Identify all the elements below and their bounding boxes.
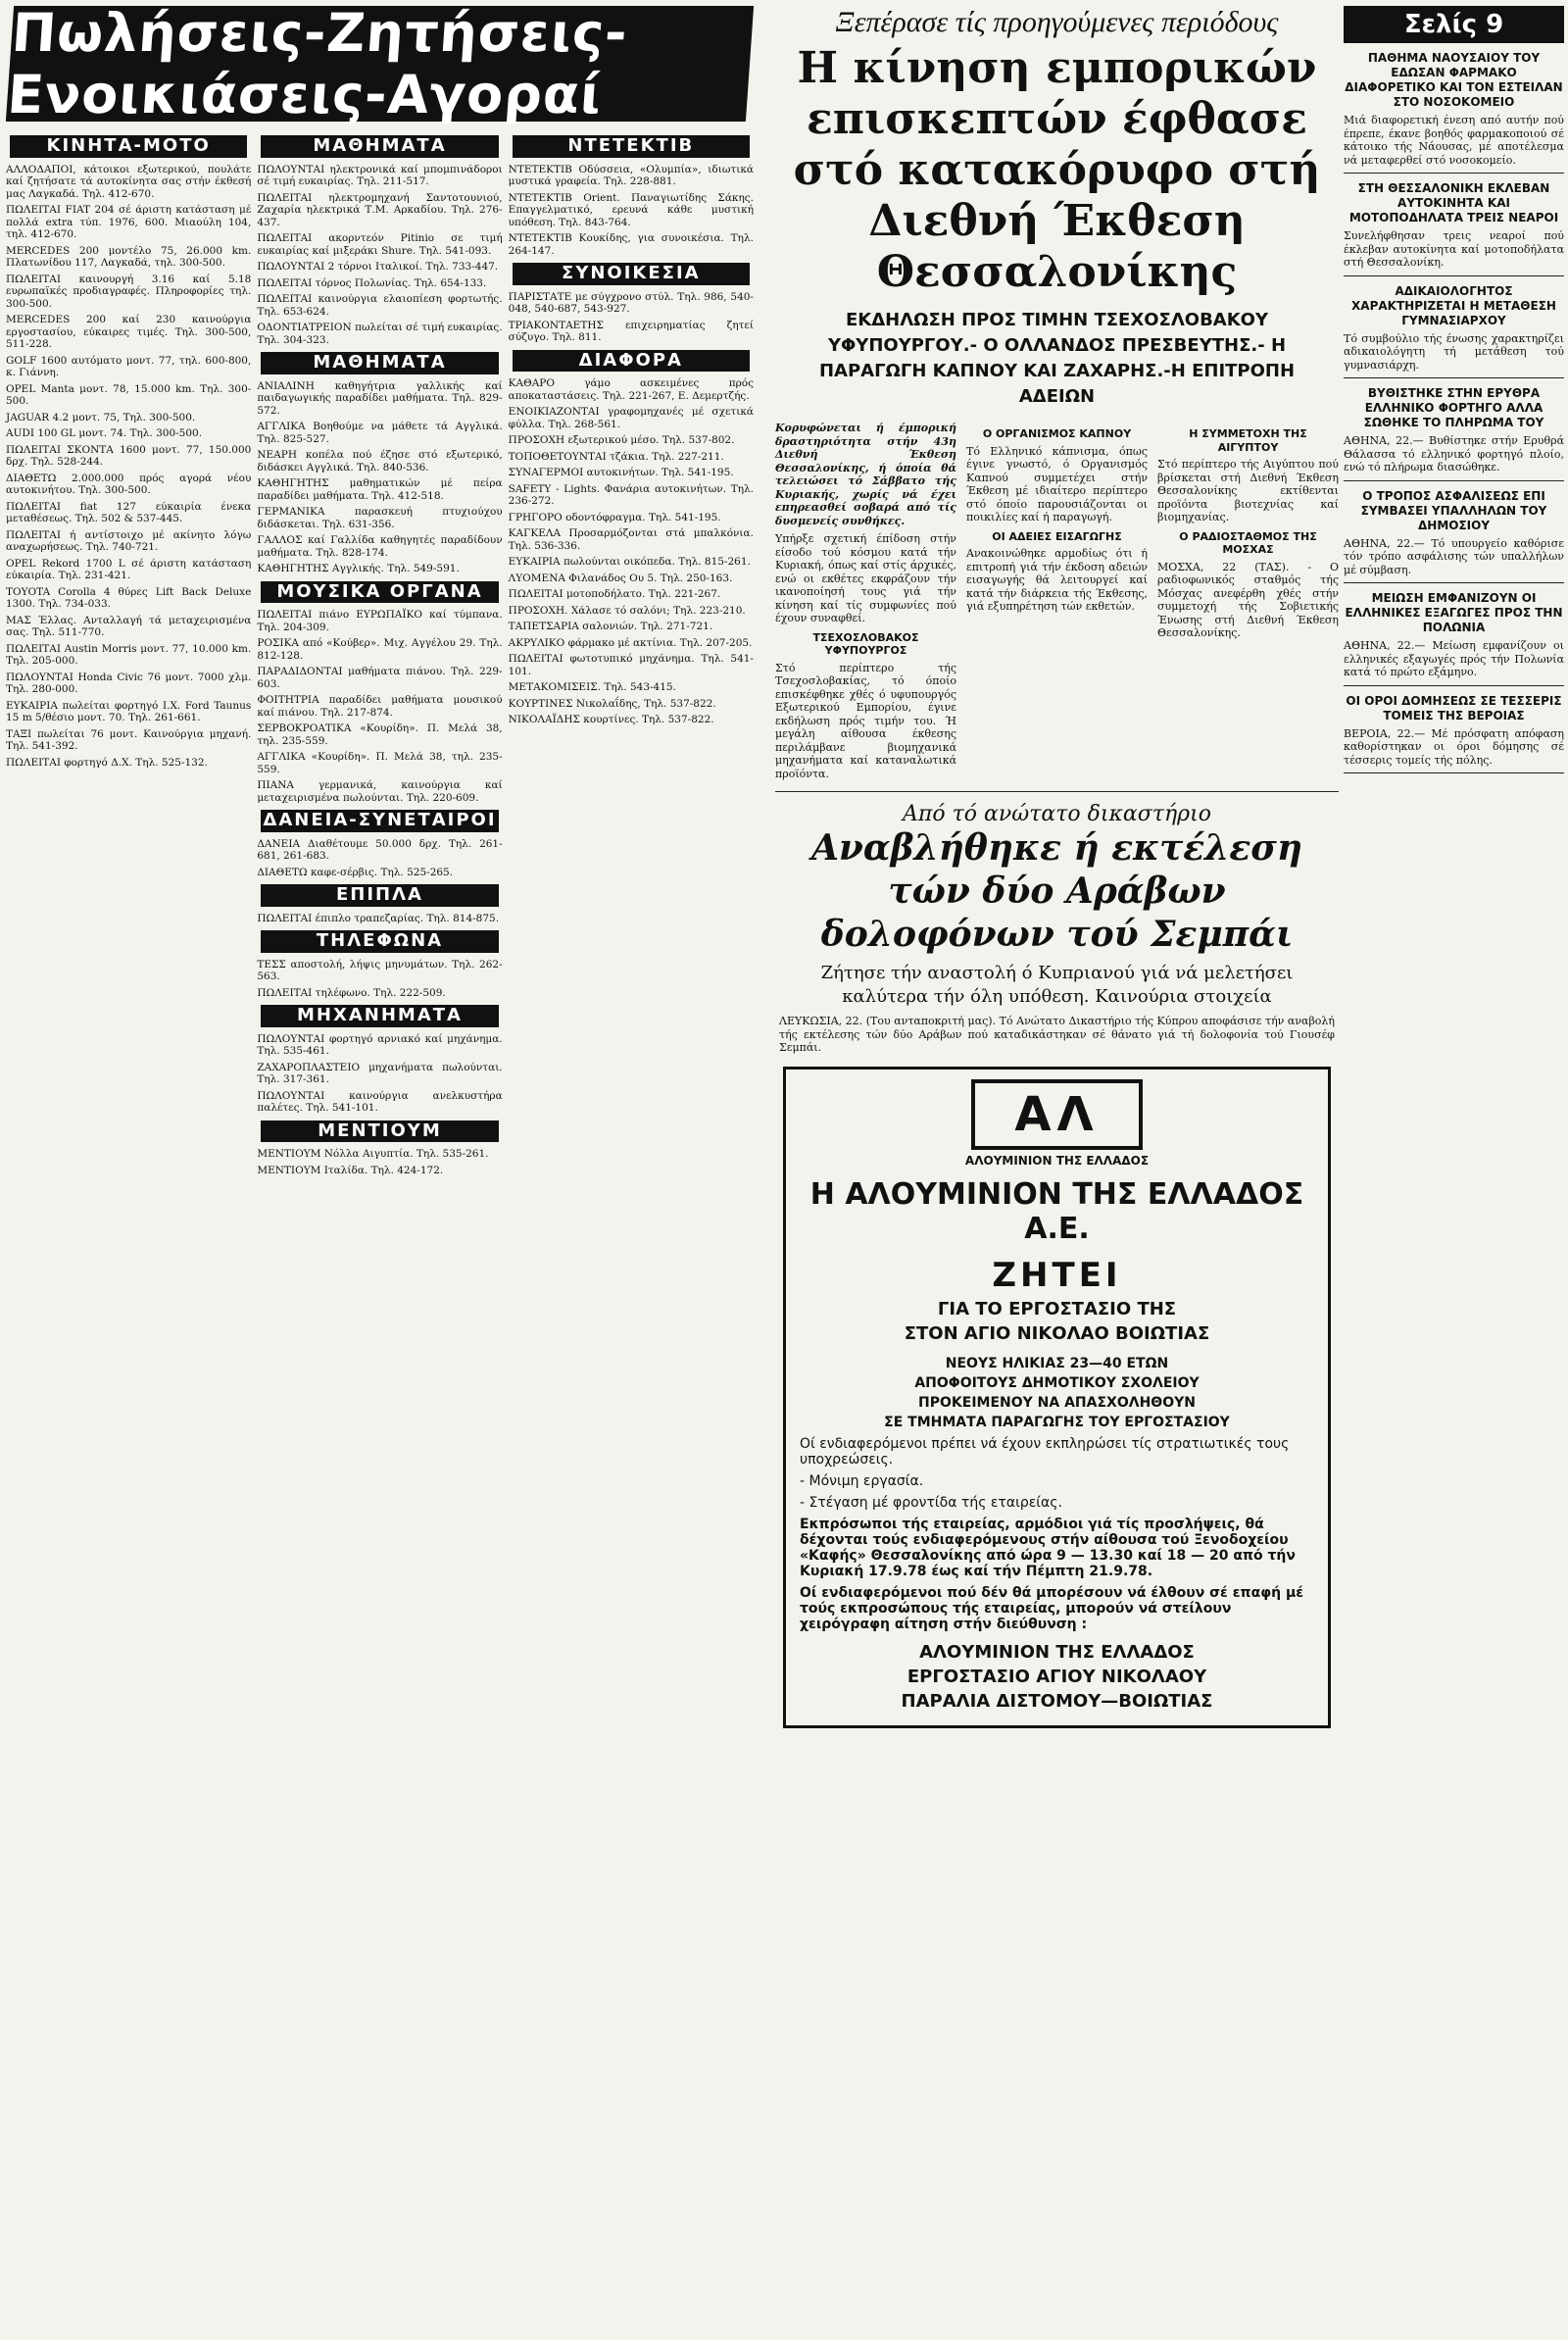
story-paragraph: Στό περίπτερο τής Αιγύπτου πού βρίσκεται στή Διεθνή Έκθεση Θεσσαλονίκης εκτίθενται προϊόντα βιοτεχνίας καί βιομηχανίας. (1157, 458, 1339, 523)
ad-column-2 (257, 129, 502, 1180)
divider (1344, 480, 1564, 481)
court-headline: Αναβλήθηκε ή εκτέλεση τών δύο Αράβων δολοφόνων τού Σεμπάι (810, 827, 1303, 955)
ad-text: Οί ενδιαφερόμενοι πρέπει νά έχουν εκπληρώσει τίς στρατιωτικές τους υποχρεώσεις. (800, 1435, 1290, 1468)
classified-ad: ΚΑΘΑΡΟ γάμο ασκειμένες πρός αποκαταστάσεις. Τηλ. 221-267, Ε. Δεμερτζής. (508, 377, 754, 402)
story-body (775, 422, 1339, 785)
divider (1344, 772, 1564, 773)
classified-ad: ΠΩΛΕΙΤΑΙ έπιπλο τραπεζαρίας. Τηλ. 814-875. (257, 912, 500, 924)
classified-ad: ΚΟΥΡΤΙΝΕΣ Νικολαΐδης, Τηλ. 537-822. (508, 697, 716, 710)
classified-ad: ΤΑΞΙ πωλείται 76 μοντ. Καινούργια μηχανή. Τηλ. 541-392. (6, 727, 252, 752)
side-story-body: Τό συμβούλιο τής ένωσης χαρακτηρίζει αδικαιολόγητη τή μετάθεση τού γυμνασιάρχη. (1344, 331, 1564, 372)
classified-ad: ΜΕΤΑΚΟΜΙΣΕΙΣ. Τηλ. 543-415. (508, 681, 676, 693)
side-story-body: ΑΘΗΝΑ, 22.— Βυθίστηκε στήν Ερυθρά Θάλασσα τό ελληνικό φορτηγό πλοίο, ενώ τό πλήρωμα διασώθηκε. (1344, 434, 1564, 473)
story-paragraph: Ανακοινώθηκε αρμοδίως ότι ή επιτροπή γιά τήν έκδοση αδειών εισαγωγής θά λειτουργεί καί κατά τήν διάρκεια τής Έκθεσης, γιά εξυπηρέτηση τών εκθετών. (966, 547, 1148, 613)
classified-ad: ΠΩΛΕΙΤΑΙ τηλέφωνο. Τηλ. 222-509. (257, 986, 446, 999)
ad-address: ΑΛΟΥΜΙΝΙΟΝ ΤΗΣ ΕΛΛΑΔΟΣ (919, 1641, 1195, 1663)
classified-ad: ΠΩΛΕΙΤΑΙ FIAT 204 σέ άριστη κατάσταση μέ πολλά extra τύπ. 1976, 600. Μιαούλη 104, τηλ. 412-670. (6, 204, 252, 240)
classified-ad: ΠΩΛΕΙΤΑΙ μοτοποδήλατο. Τηλ. 221-267. (508, 588, 721, 600)
classified-ad: ΠΩΛΕΙΤΑΙ φωτοτυπικό μηχάνημα. Τηλ. 541-101. (508, 653, 754, 677)
classified-ad: ΔΙΑΘΕΤΩ 2.000.000 πρός αγορά νέου αυτοκινήτου. Τηλ. 300-500. (6, 472, 252, 496)
classified-ad: ΛΥΟΜΕΝΑ Φιλανάδος Ου 5. Τηλ. 250-163. (508, 572, 733, 584)
story-column (775, 422, 956, 785)
side-story-body: Συνελήφθησαν τρεις νεαροί πού έκλεβαν αυτοκίνητα καί μοτοποδήλατα στή Θεσσαλονίκη. (1344, 229, 1564, 269)
story-column (1157, 422, 1339, 785)
classified-ad: ΑΚΡΥΛΙΚΟ φάρμακο μέ ακτίνια. Τηλ. 207-205. (508, 636, 753, 649)
section-banner: ΚΙΝΗΤΑ-ΜΟΤΟ (10, 135, 247, 158)
side-story-headline: ΜΕΙΩΣΗ ΕΜΦΑΝΙΖΟΥΝ ΟΙ ΕΛΛΗΝΙΚΕΣ ΕΞΑΓΩΓΕΣ ΠΡΟΣ ΤΗΝ ΠΟΛΩΝΙΑ (1345, 591, 1563, 634)
classified-ad: ΚΑΘΗΓΗΤΗΣ μαθηματικών μέ πείρα παραδίδει μαθήματα. Τηλ. 412-518. (257, 477, 503, 502)
classified-ad: ΤΟΠΟΘΕΤΟΥΝΤΑΙ τζάκια. Τηλ. 227-211. (508, 450, 724, 463)
section-banner: ΜΟΥΣΙΚΑ ΟΡΓΑΝΑ (261, 581, 498, 604)
classified-ad: ΠΙΑΝΑ γερμανικά, καινούργια καί μεταχειρισμένα πωλούνται. Τηλ. 220-609. (257, 779, 503, 804)
ad-wanted: ΖΗΤΕΙ (992, 1255, 1122, 1295)
classified-ad: ΓΑΛΛΟΣ καί Γαλλίδα καθηγητές παραδίδουν μαθήματα. Τηλ. 828-174. (257, 534, 503, 559)
story-subheading: Η ΣΥΜΜΕΤΟΧΗ ΤΗΣ ΑΙΓΥΠΤΟΥ (1189, 427, 1307, 454)
story-subheading: Ο ΟΡΓΑΝΙΣΜΟΣ ΚΑΠΝΟΥ (982, 427, 1132, 440)
section-banner: ΜΑΘΗΜΑΤΑ (261, 135, 498, 158)
classified-ad: ΑΓΓΛΙΚΑ «Κουρίδη». Π. Μελά 38, τηλ. 235-559. (257, 751, 503, 775)
classified-ad: ΠΑΡΑΔΙΔΟΝΤΑΙ μαθήματα πιάνου. Τηλ. 229-603. (257, 666, 503, 690)
page-number: Σελίς 9 (1344, 6, 1564, 43)
section-banner: ΕΠΙΠΛΑ (261, 884, 498, 907)
logo-caption: ΑΛΟΥΜΙΝΙΟΝ ΤΗΣ ΕΛΛΑΔΟΣ (964, 1153, 1150, 1168)
side-story-headline: ΒΥΘΙΣΤΗΚΕ ΣΤΗΝ ΕΡΥΘΡΑ ΕΛΛΗΝΙΚΟ ΦΟΡΤΗΓΟ ΑΛΛΑ ΣΩΘΗΚΕ ΤΟ ΠΛΗΡΩΜΑ ΤΟΥ (1363, 386, 1544, 429)
classified-ad: OPEL Rekord 1700 L σέ άριστη κατάσταση εύκαιρία. Τηλ. 231-421. (6, 557, 252, 581)
classified-ad: ΠΩΛΕΙΤΑΙ fiat 127 εύκαιρία ένεκα μεταθέσεως. Τηλ. 502 & 537-445. (6, 500, 252, 524)
story-headline: Η κίνηση εμπορικών επισκεπτών έφθασε στό κατακόρυφο στή Διεθνή Έκθεση Θεσσαλονίκης (793, 43, 1321, 297)
classified-ad: ΠΩΛΟΥΝΤΑΙ Honda Civic 76 μοντ. 7000 χλμ. Τηλ. 280-000. (6, 671, 252, 695)
story-paragraph: Τό Ελληνικό κάπνισμα, όπως έγινε γνωστό, ό Οργανισμός Καπνού συμμετέχει στήν Έκθεση μέ ιδιαίτερο περίπτερο στό όποίο παρουσιάζονται οι ποικιλίες καί ή παραγωγή. (966, 444, 1148, 523)
main-story (769, 6, 1345, 1728)
story-subheading: Ο ΡΑΔΙΟΣΤΑΘΜΟΣ ΤΗΣ ΜΟΣΧΑΣ (1179, 529, 1317, 556)
ad-text: Οί ενδιαφερόμενοι πού δέν θά μπορέσουν νά έλθουν σέ επαφή μέ τούς εκπροσώπους τής εταιρείας, μπορούν νά στείλουν χειρόγραφη αίτηση στήν διεύθυνση : (800, 1584, 1304, 1632)
classified-ad: ΠΩΛΕΙΤΑΙ πιάνο ΕΥΡΩΠΑΪΚΟ καί τύμπανα. Τηλ. 204-309. (257, 609, 503, 633)
side-story-headline: Ο ΤΡΟΠΟΣ ΑΣΦΑΛΙΣΕΩΣ ΕΠΙ ΣΥΜΒΑΣΕΙ ΥΠΑΛΛΗΛΩΝ ΤΟΥ ΔΗΜΟΣΙΟΥ (1360, 488, 1547, 532)
classified-ad: ΠΩΛΕΙΤΑΙ τόρνος Πολωνίας. Τηλ. 654-133. (257, 276, 487, 289)
classified-ad: ΣΥΝΑΓΕΡΜΟΙ αυτοκινήτων. Τηλ. 541-195. (508, 467, 734, 478)
classifieds-header: Πωλήσεις-Ζητήσεις-Ενοικιάσεις-Αγοραί (6, 6, 754, 122)
section-banner: ΔΑΝΕΙΑ-ΣΥΝΕΤΑΙΡΟΙ (261, 810, 498, 832)
ad-requirement: ΣΕ ΤΜΗΜΑΤΑ ΠΑΡΑΓΩΓΗΣ ΤΟΥ ΕΡΓΟΣΤΑΣΙΟΥ (884, 1414, 1230, 1430)
ad-requirement: ΑΠΟΦΟΙΤΟΥΣ ΔΗΜΟΤΙΚΟΥ ΣΧΟΛΕΙΟΥ (914, 1374, 1200, 1391)
classified-ad: ΣΕΡΒΟΚΡΟΑΤΙΚΑ «Κουρίδη». Π. Μελά 38, τηλ. 235-559. (257, 722, 503, 747)
classified-ad: ΠΩΛΕΙΤΑΙ ΣΚΟΝΤΑ 1600 μοντ. 77, 150.000 δρχ. Τηλ. 528-244. (6, 443, 252, 468)
classified-ad: ΠΩΛΟΥΝΤΑΙ φορτηγό αρνιακό καί μηχάνημα. Τηλ. 535-461. (257, 1032, 503, 1057)
classified-ad: ΕΥΚΑΙΡΙΑ πωλείται φορτηγό Ι.Χ. Ford Taunus 15 m 5/θέσιο μοντ. 70. Τηλ. 261-661. (6, 699, 252, 723)
side-column (1344, 0, 1564, 779)
classifieds-section (0, 0, 760, 1180)
classified-ad: ΜΑΣ Έλλας. Ανταλλαγή τά μεταχειρισμένα σας. Τηλ. 511-770. (6, 614, 252, 638)
ad-text: Εκπρόσωποι τής εταιρείας, αρμόδιοι γιά τίς προσλήψεις, θά δέχονται τούς ενδιαφερόμενους στήν αίθουσα τού Ξενοδοχείου «Καφής» Θεσσαλονίκης από ώρα 9 — 13.30 καί 18 — 20 από τήν Κυριακή 17.9.78 έως καί τήν Πέμπτη 21.9.78. (800, 1516, 1296, 1579)
court-kicker: Από τό ανώτατο δικαστήριο (903, 802, 1211, 826)
classified-ad: SAFETY - Lights. Φανάρια αυτοκινήτων. Τηλ. 236-272. (508, 482, 754, 507)
side-story-body: Μιά διαφορετική ένεση από αυτήν πού έπρεπε, έκανε βοηθός φαρμακοποιού σέ κάτοικο τής Νάουσας, μέ αποτέλεσμα νά μεταφερθεί στό νοσοκομείο. (1344, 114, 1564, 167)
classified-ad: ΝΤΕΤΕΚΤΙΒ Orient. Παναγιωτίδης Σάκης. Επαγγελματικό, ερευνά κάθε μυστική υπόθεση. Τηλ. 843-764. (508, 191, 754, 228)
classifieds-grid (0, 129, 760, 1180)
classified-ad: ΚΑΘΗΓΗΤΗΣ Αγγλικής. Τηλ. 549-591. (257, 563, 460, 574)
section-banner: ΤΗΛΕΦΩΝΑ (261, 930, 498, 953)
classified-ad: ΑΛΛΟΔΑΠΟΙ, κάτοικοι εξωτερικού, πουλάτε καί ζητήσατε τά αυτοκίνητα σας στήν έκθεσή μας Λαγκαδά. Τηλ. 412-670. (6, 163, 252, 200)
side-story-headline: ΟΙ ΟΡΟΙ ΔΟΜΗΣΕΩΣ ΣΕ ΤΕΣΣΕΡΙΣ ΤΟΜΕΙΣ ΤΗΣ ΒΕΡΟΙΑΣ (1346, 693, 1562, 722)
classified-ad: ΚΑΓΚΕΛΑ Προσαρμόζονται στά μπαλκόνια. Τηλ. 536-336. (508, 527, 754, 552)
side-story-body: ΑΘΗΝΑ, 22.— Μείωση εμφανίζουν οι ελληνικές εξαγωγές πρός τήν Πολωνία κατά τό πρώτο εξάμηνο. (1344, 639, 1564, 678)
classified-ad: ΑΝΙΑΛΙΝΗ καθηγήτρια γαλλικής καί παιδαγωγικής παραδίδει μαθήματα. Τηλ. 829-572. (257, 379, 503, 417)
story-paragraph: Υπήρξε σχετική έπίδοση στήν είσοδο τού κόσμου κατά τήν Κυριακή, όπως καί στίς άρχικές, ενώ οι εκθέτες εκφράζουν τήν ικανοποίησή τους γιά τήν κίνηση καί τίς συμφωνίες πού έχουν συναφθεί. (775, 532, 956, 624)
ad-line: ΣΤΟΝ ΑΓΙΟ ΝΙΚΟΛΑΟ ΒΟΙΩΤΙΑΣ (904, 1322, 1210, 1344)
divider (1344, 685, 1564, 686)
classified-ad: ΠΩΛΕΙΤΑΙ καινουργή 3.16 καί 5.18 ευρωπαϊκές προδιαγραφές. Πληροφορίες τηλ. 300-500. (6, 273, 252, 310)
classified-ad: ΤΑΠΕΤΣΑΡΙΑ σαλονιών. Τηλ. 271-721. (508, 621, 713, 632)
classified-ad: ΠΩΛΕΙΤΑΙ φορτηγό Δ.Χ. Τηλ. 525-132. (6, 756, 208, 769)
ad-company: Η ΑΛΟΥΜΙΝΙΟΝ ΤΗΣ ΕΛΛΑΔΟΣ Α.Ε. (809, 1176, 1304, 1246)
section-banner: ΜΗΧΑΝΗΜΑΤΑ (261, 1005, 498, 1027)
classified-ad: ΠΡΟΣΟΧΗ. Χάλασε τό σαλόνι; Τηλ. 223-210. (508, 604, 746, 617)
ad-text: - Στέγαση μέ φροντίδα τής εταιρείας. (800, 1494, 1062, 1511)
classified-ad: ΓΡΗΓΟΡΟ οδοντόφραγμα. Τηλ. 541-195. (508, 511, 721, 523)
classified-ad: ΤΕΣΣ αποστολή, λήψις μηνυμάτων. Τηλ. 262-563. (257, 958, 503, 982)
classified-ad: ΠΩΛΕΙΤΑΙ ηλεκτρομηχανή Σαντοτουνιού, Ζαχαρία ηλεκτρικά Τ.Μ. Αρκαδίου. Τηλ. 276-437. (257, 191, 503, 228)
section-banner: ΣΥΝΟΙΚΕΣΙΑ (513, 263, 750, 285)
classified-ad: MERCEDES 200 καί 230 καινούργια εργοστασίου, εύκαιρες τιμές. Τηλ. 300-500, 511-228. (6, 314, 252, 350)
classified-ad: ΠΑΡΙΣΤΑΤΕ με σύγχρονο στύλ. Τηλ. 986, 540-048, 540-687, 543-927. (508, 290, 754, 315)
classified-ad: ΕΥΚΑΙΡΙΑ πωλούνται οικόπεδα. Τηλ. 815-261. (508, 556, 751, 568)
classified-ad: JAGUAR 4.2 μοντ. 75, Τηλ. 300-500. (6, 411, 196, 423)
divider (1344, 173, 1564, 174)
section-banner: ΜΑΘΗΜΑΤΑ (261, 352, 498, 374)
classified-ad: ΜΕΝΤΙΟΥΜ Ιταλίδα. Τηλ. 424-172. (257, 1164, 444, 1176)
classified-ad: ΠΩΛΕΙΤΑΙ ή αντίστοιχο μέ ακίνητο λόγω αναχωρήσεως. Τηλ. 740-721. (6, 528, 252, 553)
classified-ad: ΔΙΑΘΕΤΩ καφε-σέρβις. Τηλ. 525-265. (257, 866, 454, 878)
classified-ad: ΟΔΟΝΤΙΑΤΡΕΙΟΝ πωλείται σέ τιμή ευκαιρίας. Τηλ. 304-323. (257, 322, 503, 346)
section-banner: ΔΙΑΦΟΡΑ (513, 350, 750, 373)
side-stories (1344, 51, 1564, 773)
section-banner: ΜΕΝΤΙΟΥΜ (261, 1120, 498, 1143)
story-subheading: ΟΙ ΑΔΕΙΕΣ ΕΙΣΑΓΩΓΗΣ (992, 529, 1122, 543)
story-paragraph: ΜΟΣΧΑ, 22 (ΤΑΣ). - Ο ραδιοφωνικός σταθμός τής Μόσχας ανεφέρθη χθές στήν συμμετοχή τής Σοβιετικής Ένωσης στή Διεθνή Έκθεση Θεσσαλονίκης. (1157, 560, 1339, 639)
side-story-body: ΑΘΗΝΑ, 22.— Τό υπουργείο καθόρισε τόν τρόπο ασφάλισης τών υπαλλήλων μέ σύμβαση. (1344, 536, 1564, 576)
news-section (769, 0, 1568, 1740)
classified-ad: ΦΟΙΤΗΤΡΙΑ παραδίδει μαθήματα μουσικού καί πιάνου. Τηλ. 217-874. (257, 694, 503, 719)
classified-ad: ΠΩΛΕΙΤΑΙ καινούργια ελαιοπίεση φορτωτής. Τηλ. 653-624. (257, 293, 503, 318)
ad-address: ΠΑΡΑΛΙΑ ΔΙΣΤΟΜΟΥ—ΒΟΙΩΤΙΑΣ (901, 1690, 1213, 1712)
classified-ad: ΝΕΑΡΗ κοπέλα πού έζησε στό εξωτερικό, διδάσκει Αγγλικά. Τηλ. 840-536. (257, 449, 503, 473)
court-story (775, 802, 1339, 1055)
ad-line: ΓΙΑ ΤΟ ΕΡΓΟΣΤΑΣΙΟ ΤΗΣ (937, 1298, 1177, 1319)
court-body: ΛΕΥΚΩΣΙΑ, 22. (Του ανταποκριτή μας). Τό Ανώτατο Δικαστήριο τής Κύπρου αποφάσισε τήν αναβολή τής εκτέλεσης τών δύο Αράβων πού καταδικάστηκαν σέ θάνατο γιά τή δολοφονία τού Γιουσέφ Σεμπάι. (779, 1015, 1335, 1054)
side-story-body: ΒΕΡΟΙΑ, 22.— Μέ πρόσφατη απόφαση καθορίστηκαν οι όροι δόμησης σέ τέσσερις τομείς τής πόλης. (1344, 726, 1564, 767)
classified-ad: ΤΡΙΑΚΟΝΤΑΕΤΗΣ επιχειρηματίας ζητεί σύζυγο. Τηλ. 811. (508, 319, 754, 343)
classified-ad: ΑΓΓΛΙΚΑ Βοηθούμε να μάθετε τά Αγγλικά. Τηλ. 825-527. (257, 421, 503, 445)
classified-ad: GOLF 1600 αυτόματο μοντ. 77, τηλ. 600-800, κ. Γιάννη. (6, 354, 252, 378)
story-subhead: ΕΚΔΗΛΩΣΗ ΠΡΟΣ ΤΙΜΗΝ ΤΣΕΧΟΣΛΟΒΑΚΟΥ ΥΦΥΠΟΥΡΓΟΥ.- Ο ΟΛΛΑΝΔΟΣ ΠΡΕΣΒΕΥΤΗΣ.- Η ΠΑΡΑΓΩΓΗ ΚΑΠΝΟΥ ΚΑΙ ΖΑΧΑΡΗΣ.-Η ΕΠΙΤΡΟΠΗ ΑΔΕΙΩΝ (818, 310, 1296, 407)
court-subhead: Ζήτησε τήν αναστολή ό Κυπριανού γιά νά μελετήσει καλύτερα τήν όλη υπόθεση. Καινούρια στοιχεία (820, 963, 1294, 1007)
ad-requirement: ΝΕΟΥΣ ΗΛΙΚΙΑΣ 23—40 ΕΤΩΝ (945, 1355, 1169, 1371)
classified-ad: ΔΑΝΕΙΑ Διαθέτουμε 50.000 δρχ. Τηλ. 261-681, 261-683. (257, 837, 503, 862)
classified-ad: ΓΕΡΜΑΝΙΚΑ παρασκευή πτυχιούχου διδάσκεται. Τηλ. 631-356. (257, 506, 503, 530)
classified-ad: ΡΟΣΙΚΑ από «Κούβερ». Μιχ. Αγγέλου 29. Τηλ. 812-128. (257, 637, 503, 662)
classified-ad: ΠΡΟΣΟΧΗ εξωτερικού μέσο. Τηλ. 537-802. (508, 434, 735, 446)
ad-requirement: ΠΡΟΚΕΙΜΕΝΟΥ ΝΑ ΑΠΑΣΧΟΛΗΘΟΥΝ (918, 1394, 1196, 1411)
classified-ad: ΕΝΟΙΚΙΑΖΟΝΤΑΙ γραφομηχανές μέ σχετικά φύλλα. Τηλ. 268-561. (508, 406, 754, 430)
classified-ad: ΠΩΛΕΙΤΑΙ Austin Morris μοντ. 77, 10.000 km. Τηλ. 205-000. (6, 642, 252, 667)
aluminium-ad (783, 1067, 1331, 1728)
classified-ad: MERCEDES 200 μοντέλο 75, 26.000 km. Πλατωνίδου 117, Λαγκαδά, τηλ. 300-500. (6, 244, 252, 269)
classified-ad: ΜΕΝΤΙΟΥΜ Νόλλα Αιγυπτία. Τηλ. 535-261. (257, 1148, 489, 1160)
classified-ad: OPEL Manta μοντ. 78, 15.000 km. Τηλ. 300-500. (6, 382, 252, 407)
section-banner: ΝΤΕΤΕΚΤΙΒ (513, 135, 750, 158)
side-story-headline: ΣΤΗ ΘΕΣΣΑΛΟΝΙΚΗ ΕΚΛΕΒΑΝ ΑΥΤΟΚΙΝΗΤΑ ΚΑΙ ΜΟΤΟΠΟΔΗΛΑΤΑ ΤΡΕΙΣ ΝΕΑΡΟΙ (1348, 181, 1559, 224)
classified-ad: ΖΑΧΑΡΟΠΛΑΣΤΕΙΟ μηχανήματα πωλούνται. Τηλ. 317-361. (257, 1061, 503, 1085)
divider (1344, 275, 1564, 276)
classified-ad: ΠΩΛΟΥΝΤΑΙ καινούργια ανελκυστήρα παλέτες. Τηλ. 541-101. (257, 1089, 503, 1114)
divider (1344, 582, 1564, 583)
story-subheading: ΤΣΕΧΟΣΛΟΒΑΚΟΣ ΥΦΥΠΟΥΡΓΟΣ (812, 630, 919, 657)
side-story-headline: ΠΑΘΗΜΑ ΝΑΟΥΣΑΙΟΥ ΤΟΥ ΕΔΩΣΑΝ ΦΑΡΜΑΚΟ ΔΙΑΦΟΡΕΤΙΚΟ ΚΑΙ ΤΟΝ ΕΣΤΕΙΛΑΝ ΣΤΟ ΝΟΣΟΚΟΜΕΙΟ (1345, 51, 1563, 109)
ad-text: - Μόνιμη εργασία. (800, 1472, 924, 1489)
side-story-headline: ΑΔΙΚΑΙΟΛΟΓΗΤΟΣ ΧΑΡΑΚΤΗΡΙΖΕΤΑΙ Η ΜΕΤΑΘΕΣΗ ΓΥΜΝΑΣΙΑΡΧΟΥ (1351, 283, 1556, 327)
classified-ad: AUDI 100 GL μοντ. 74. Τηλ. 300-500. (6, 427, 203, 439)
ad-address: ΕΡΓΟΣΤΑΣΙΟ ΑΓΙΟΥ ΝΙΚΟΛΑΟΥ (906, 1666, 1207, 1687)
story-column (966, 422, 1148, 785)
classified-ad: ΠΩΛΟΥΝΤΑΙ 2 τόρνοι Ιταλικοί. Τηλ. 733-447. (257, 261, 499, 273)
classified-ad: ΠΩΛΟΥΝΤΑΙ ηλεκτρονικά καί μπομπινάδοροι σέ τιμή ευκαιρίας. Τηλ. 211-517. (257, 163, 503, 187)
story-kicker: Ξεπέρασε τίς προηγούμενες περιόδους (835, 6, 1279, 38)
story-paragraph: Στό περίπτερο τής Τσεχοσλοβακίας, τό όποίο επισκέφθηκε χθές ό υφυπουργός Εξωτερικού Εμπορίου, έγινε εκδήλωση πρός τιμήν του. Ή μεγάλη αίθουσα έκθεσης περιλάμβανε βιομηχανικά μηχανήματα καί καταναλωτικά προϊόντα. (775, 661, 956, 780)
ad-column-3 (509, 129, 754, 1180)
story-lead: Κορυφώνεται ή έμπορική δραστηριότητα στήν 43η Διεθνή Έκθεση Θεσσαλονίκης, ή όποία θά τελειώσει τό Σάββατο τής Κυριακής, χωρίς νά έχει επηρεασθεί σοβαρά από τίς δυσμενείς συνθήκες. (775, 422, 956, 527)
ad-column-1 (6, 129, 251, 1180)
aluminium-logo: ΑΛ (971, 1079, 1142, 1150)
classified-ad: ΝΤΕΤΕΚΤΙΒ Κουκίδης, για συνοικέσια. Τηλ. 264-147. (508, 232, 754, 257)
classified-ad: ΝΙΚΟΛΑΪΔΗΣ κουρτίνες. Τηλ. 537-822. (508, 714, 714, 725)
classified-ad: ΝΤΕΤΕΚΤΙΒ Οδύσσεια, «Ολυμπία», ιδιωτικά μυστικά γραφεία. Τηλ. 228-881. (508, 163, 754, 187)
classified-ad: ΠΩΛΕΙΤΑΙ ακορντεόν Pitinio σε τιμή ευκαιρίας καί μιξεράκι Shure. Τηλ. 541-093. (257, 232, 503, 257)
divider (1344, 377, 1564, 378)
classified-ad: TOYOTA Corolla 4 θύρες Lift Back Deluxe 1300. Τηλ. 734-033. (6, 585, 252, 610)
divider (775, 791, 1339, 792)
